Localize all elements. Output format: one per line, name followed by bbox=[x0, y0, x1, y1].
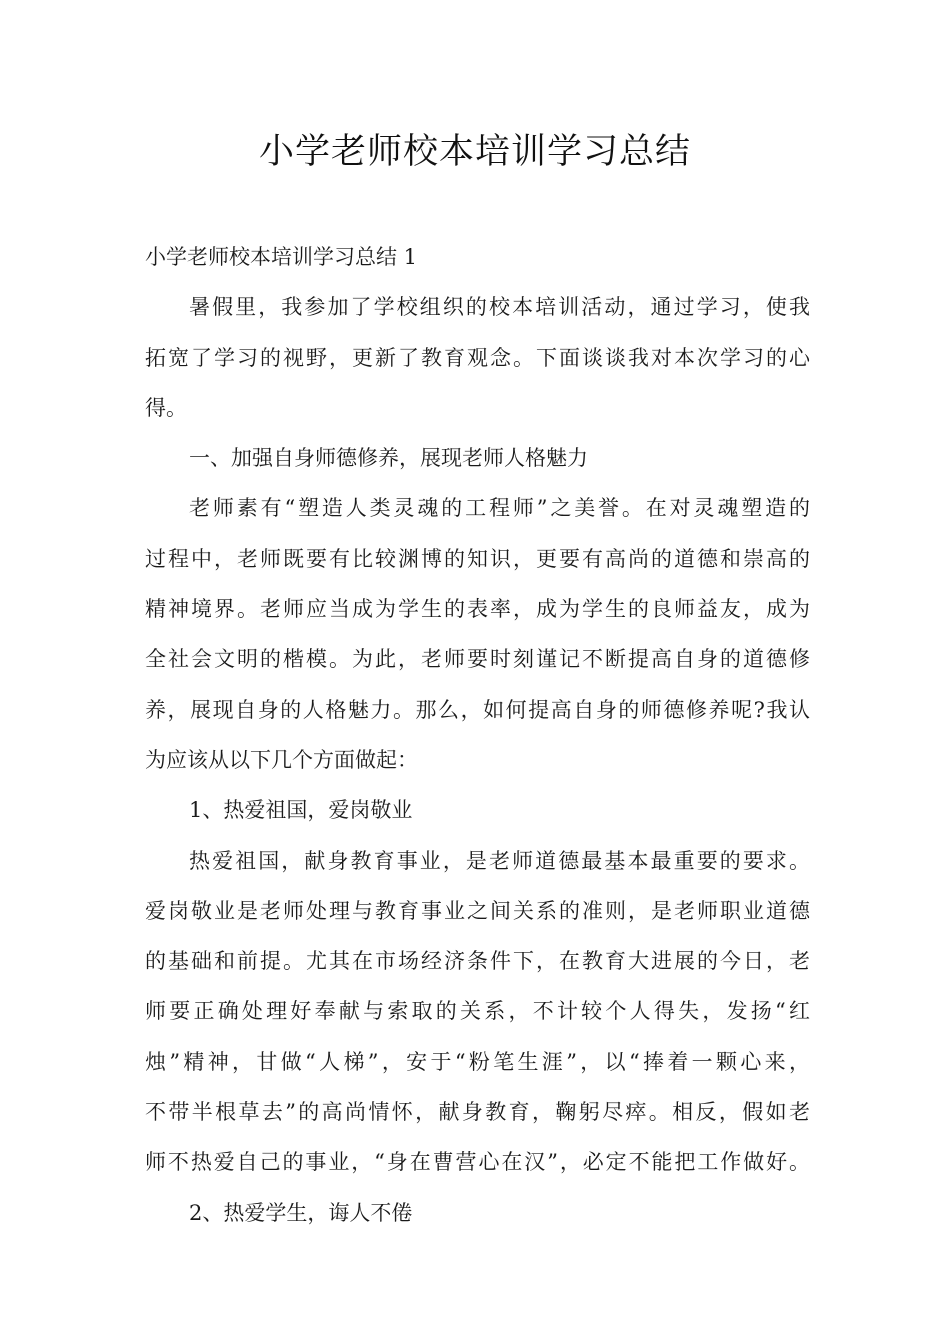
paragraph-line: 老师素有“塑造人类灵魂的工程师”之美誉。在对灵魂塑造的 bbox=[189, 496, 810, 521]
paragraph-line: 的基础和前提。尤其在市场经济条件下，在教育大进展的今日，老 bbox=[145, 949, 810, 974]
paragraph-line: 养，展现自身的人格魅力。那么，如何提高自身的师德修养呢?我认 bbox=[145, 697, 810, 722]
subheading: 2、热爱学生，诲人不倦 bbox=[189, 1200, 413, 1225]
paragraph-line: 不带半根草去”的高尚情怀，献身教育，鞠躬尽瘁。相反，假如老 bbox=[145, 1100, 810, 1125]
paragraph-line: 精神境界。老师应当成为学生的表率，成为学生的良师益友，成为 bbox=[145, 597, 810, 622]
subheading: 1、热爱祖国，爱岗敬业 bbox=[189, 798, 413, 823]
paragraph-line: 烛”精神，甘做“人梯”，安于“粉笔生涯”，以“捧着一颗心来， bbox=[145, 1049, 810, 1074]
paragraph-line: 师不热爱自己的事业，“身在曹营心在汉”，必定不能把工作做好。 bbox=[145, 1150, 810, 1175]
paragraph-line: 热爱祖国，献身教育事业，是老师道德最基本最重要的要求。 bbox=[189, 848, 810, 873]
subheading: 一、加强自身师德修养，展现老师人格魅力 bbox=[189, 446, 588, 471]
paragraph-line: 全社会文明的楷模。为此，老师要时刻谨记不断提高自身的道德修 bbox=[145, 647, 810, 672]
document-title: 小学老师校本培训学习总结 bbox=[258, 132, 691, 172]
paragraph-line: 过程中，老师既要有比较渊博的知识，更要有高尚的道德和崇高的 bbox=[145, 546, 810, 571]
paragraph-line: 为应该从以下几个方面做起： bbox=[145, 747, 418, 772]
paragraph-line: 暑假里，我参加了学校组织的校本培训活动，通过学习，使我 bbox=[189, 295, 810, 320]
paragraph-line: 得。 bbox=[145, 395, 187, 420]
document-body bbox=[145, 232, 810, 1238]
paragraph-line: 拓宽了学习的视野，更新了教育观念。下面谈谈我对本次学习的心 bbox=[145, 345, 810, 370]
paragraph-line: 师要正确处理好奉献与索取的关系，不计较个人得失，发扬“红 bbox=[145, 999, 810, 1024]
section-heading: 小学老师校本培训学习总结 1 bbox=[145, 245, 418, 269]
paragraph-line: 爱岗敬业是老师处理与教育事业之间关系的准则，是老师职业道德 bbox=[145, 898, 810, 923]
